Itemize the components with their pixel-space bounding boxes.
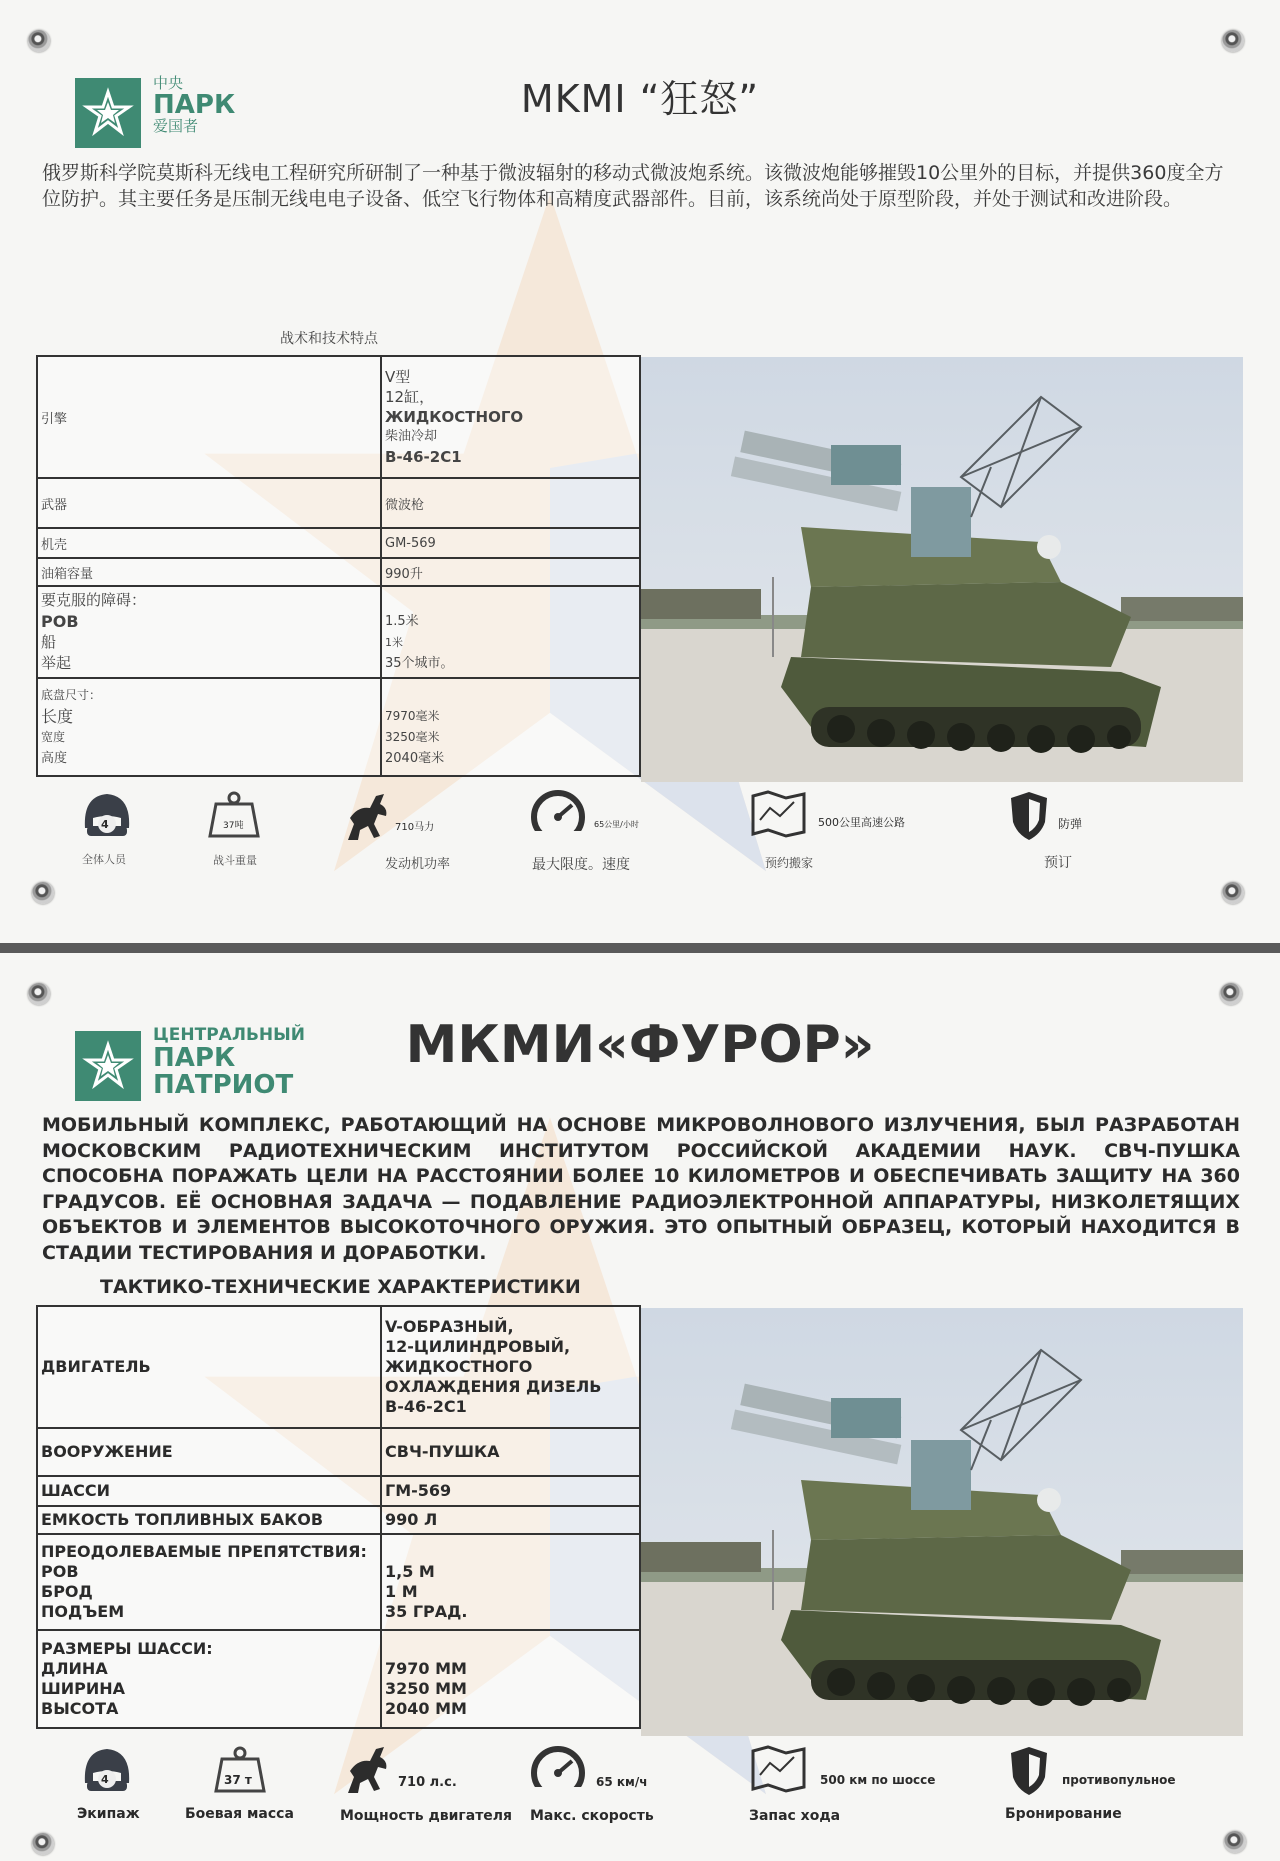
speed-label: Макс. скорость [530, 1808, 654, 1824]
logo-line-1: 中央 [153, 74, 184, 92]
specs-table [36, 1305, 641, 1729]
engine-value-2: 12-ЦИЛИНДРОВЫЙ, [385, 1337, 571, 1356]
table-row [37, 528, 640, 558]
screw-icon [28, 983, 50, 1005]
engine-value-1: V型 [385, 368, 411, 386]
dims-heading: 底盘尺寸： [41, 688, 102, 702]
engine-value-3: ЖИДКОСТНОГО [385, 408, 524, 426]
dims-height-value: 2040 ММ [385, 1699, 467, 1718]
weight-icon [211, 1745, 269, 1795]
logo-line-2: ПАРК [153, 89, 236, 120]
table-row [37, 586, 640, 678]
speed-value: 65 км/ч [596, 1775, 648, 1789]
page-title: MKMI “狂怒” [520, 77, 760, 121]
screw-icon [1224, 1831, 1246, 1853]
table-row [37, 1630, 640, 1728]
range-label: Запас хода [749, 1808, 841, 1824]
dims-length-value: 7970 ММ [385, 1659, 467, 1678]
dims-heading: РАЗМЕРЫ ШАССИ: [41, 1639, 213, 1658]
obstacle-climb-label: ПОДЪЕМ [41, 1602, 125, 1621]
obstacle-ditch-value: 1,5 М [385, 1562, 435, 1581]
table-row [37, 1506, 640, 1534]
speedometer-icon [528, 1743, 588, 1799]
weight-icon [205, 790, 263, 840]
dims-height-value: 2040毫米 [385, 750, 445, 766]
obstacle-ditch-label: РОВ [41, 612, 79, 631]
specs-table [36, 355, 641, 777]
power-label: 发动机功率 [385, 857, 451, 872]
table-heading: 战术和技术特点 [280, 331, 378, 347]
row-value [381, 678, 640, 776]
row-key: ЕМКОСТЬ ТОПЛИВНЫХ БАКОВ [37, 1506, 381, 1534]
row-value: GM-569 [381, 528, 640, 558]
row-value [381, 1534, 640, 1630]
dims-length-label: 长度 [41, 707, 74, 726]
row-value [381, 356, 640, 478]
table-row [37, 1306, 640, 1428]
row-key [37, 678, 381, 776]
obstacle-ford-label: БРОД [41, 1582, 93, 1601]
dims-height-label: ВЫСОТА [41, 1699, 119, 1718]
crew-label: 全体人员 [82, 853, 126, 866]
table-heading: ТАКТИКО-ТЕХНИЧЕСКИЕ ХАРАКТЕРИСТИКИ [100, 1276, 581, 1298]
screw-icon [1220, 983, 1242, 1005]
row-key: 引擎 [37, 356, 381, 478]
engine-value-5: В-46-2С1 [385, 1397, 467, 1416]
row-key [37, 1534, 381, 1630]
screw-icon [28, 30, 50, 52]
crew-value: 4 [101, 1773, 109, 1786]
row-key [37, 1630, 381, 1728]
obstacle-climb-value: 35个城市。 [385, 655, 454, 671]
obstacle-ford-label: 船 [41, 633, 57, 651]
row-key: 武器 [37, 478, 381, 528]
obstacle-climb-value: 35 ГРАД. [385, 1602, 468, 1621]
mass-value: 37 т [224, 1773, 252, 1787]
russian-info-plaque [0, 953, 1280, 1861]
row-value [381, 586, 640, 678]
crew-helmet-icon [72, 788, 142, 840]
power-value: 710 л.с. [398, 1775, 457, 1790]
engine-value-5: В-46-2С1 [385, 448, 462, 466]
screw-icon [32, 1833, 54, 1855]
row-value: СВЧ-ПУШКА [381, 1428, 640, 1476]
power-label: Мощность двигателя [340, 1808, 513, 1824]
dims-width-value: 3250毫米 [385, 729, 440, 744]
obstacle-ford-value: 1 М [385, 1582, 418, 1601]
map-icon [750, 790, 808, 838]
obstacle-climb-label: 举起 [41, 654, 72, 672]
table-row [37, 558, 640, 586]
obstacle-ford-value: 1米 [385, 635, 403, 649]
row-value: ГМ-569 [381, 1476, 640, 1506]
shield-icon [1007, 790, 1051, 842]
armor-label: 预订 [1044, 855, 1072, 871]
row-key [37, 586, 381, 678]
crew-label: Экипаж [77, 1806, 140, 1822]
row-value: 微波枪 [381, 478, 640, 528]
row-key: 油箱容量 [37, 558, 381, 586]
vehicle-photo [641, 357, 1243, 782]
speed-label: 最大限度。速度 [532, 857, 630, 873]
row-value [381, 1306, 640, 1428]
dims-width-label: 宽度 [41, 730, 66, 744]
dims-width-value: 3250 ММ [385, 1679, 467, 1698]
speedometer-icon [528, 787, 588, 843]
logo-line-2: ПАРК [153, 1042, 236, 1073]
dims-height-label: 高度 [41, 751, 68, 766]
obstacle-ditch-value: 1.5米 [385, 613, 419, 629]
engine-value-4: 柴油冷却 [385, 429, 438, 444]
dims-width-label: ШИРИНА [41, 1679, 126, 1698]
shield-icon [1007, 1745, 1051, 1797]
intro-paragraph: 俄罗斯科学院莫斯科无线电工程研究所研制了一种基于微波辐射的移动式微波炮系统。该微波炮能够摧毁10公里外的目标，并提供360度全方位防护。其主要任务是压制无线电电子设备、低空飞行物体和高精度武器部件。目前，该系统尚处于原型阶段，并处于测试和改进阶段。 [42, 162, 1224, 210]
row-value [381, 1630, 640, 1728]
row-key: ДВИГАТЕЛЬ [37, 1306, 381, 1428]
mass-label: Боевая масса [185, 1806, 294, 1822]
table-row [37, 1534, 640, 1630]
engine-value-4: ОХЛАЖДЕНИЯ ДИЗЕЛЬ [385, 1377, 602, 1396]
crew-helmet-icon [72, 1743, 142, 1795]
engine-value-3: ЖИДКОСТНОГО [385, 1357, 533, 1376]
power-value: 710马力 [395, 822, 435, 833]
mass-value: 37吨 [223, 821, 244, 831]
range-value: 500 км по шоссе [820, 1773, 936, 1787]
table-row [37, 356, 640, 478]
row-key: ВООРУЖЕНИЕ [37, 1428, 381, 1476]
crew-value: 4 [101, 818, 109, 831]
obstacles-heading: ПРЕОДОЛЕВАЕМЫЕ ПРЕПЯТСТВИЯ: [41, 1542, 367, 1561]
screw-icon [32, 882, 54, 904]
logo-line-3: ПАТРИОТ [153, 1070, 294, 1101]
page-title: МКМИ«ФУРОР» [405, 1015, 875, 1075]
dims-length-value: 7970毫米 [385, 708, 440, 723]
dims-length-label: ДЛИНА [41, 1659, 108, 1678]
armor-label: Бронирование [1005, 1806, 1122, 1822]
table-row [37, 1476, 640, 1506]
table-row [37, 1428, 640, 1476]
obstacles-heading: 要克服的障碍： [41, 591, 147, 609]
table-row [37, 478, 640, 528]
vehicle-photo [641, 1308, 1243, 1736]
armor-value: 防弹 [1058, 817, 1083, 831]
engine-value-1: V-ОБРАЗНЫЙ, [385, 1317, 514, 1336]
horse-icon [340, 1743, 392, 1797]
speed-value: 65公里/小时 [594, 820, 639, 829]
obstacle-ditch-label: РОВ [41, 1562, 79, 1581]
horse-icon [340, 790, 392, 844]
logo-line-1: ЦЕНТРАЛЬНЫЙ [153, 1025, 305, 1045]
logo-line-3: 爱国者 [153, 117, 199, 136]
screw-icon [1222, 882, 1244, 904]
map-icon [750, 1745, 808, 1793]
row-key: ШАССИ [37, 1476, 381, 1506]
range-value: 500公里高速公路 [818, 816, 905, 829]
armor-value: противопульное [1062, 1773, 1176, 1787]
engine-value-2: 12缸， [385, 388, 435, 406]
row-key: 机壳 [37, 528, 381, 558]
screw-icon [1222, 30, 1244, 52]
mass-label: 战斗重量 [213, 854, 257, 867]
range-label: 预约搬家 [765, 856, 814, 870]
table-row [37, 678, 640, 776]
row-value: 990 Л [381, 1506, 640, 1534]
row-value: 990升 [381, 558, 640, 586]
intro-paragraph: МОБИЛЬНЫЙ КОМПЛЕКС, РАБОТАЮЩИЙ НА ОСНОВЕ МИКРОВОЛНОВОГО ИЗЛУЧЕНИЯ, БЫЛ РАЗРАБОТАН МОСКОВСКИМ РАДИОТЕХНИЧЕСКИМ ИНСТИТУТОМ РОССИЙСКОЙ АКАДЕМИИ НАУК. СВЧ-ПУШКА СПОСОБНА ПОРАЖАТЬ ЦЕЛИ НА РАССТОЯНИИ БОЛЕЕ 10 КИЛОМЕТРОВ И ОБЕСПЕЧИВАТЬ ЗАЩИТУ НА 360 ГРАДУСОВ. ЕЁ ОСНОВНАЯ ЗАДАЧА — ПОДАВЛЕНИЕ РАДИОЭЛЕКТРОННОЙ АППАРАТУРЫ, НИЗКОЛЕТЯЩИХ ОБЪЕКТОВ И ЭЛЕМЕНТОВ ВЫСОКОТОЧНОГО ОРУЖИЯ. ЭТО ОПЫТНЫЙ ОБРАЗЕЦ, КОТОРЫЙ НАХОДИТСЯ В СТАДИИ ТЕСТИРОВАНИЯ И ДОРАБОТКИ. [42, 1114, 1240, 1264]
